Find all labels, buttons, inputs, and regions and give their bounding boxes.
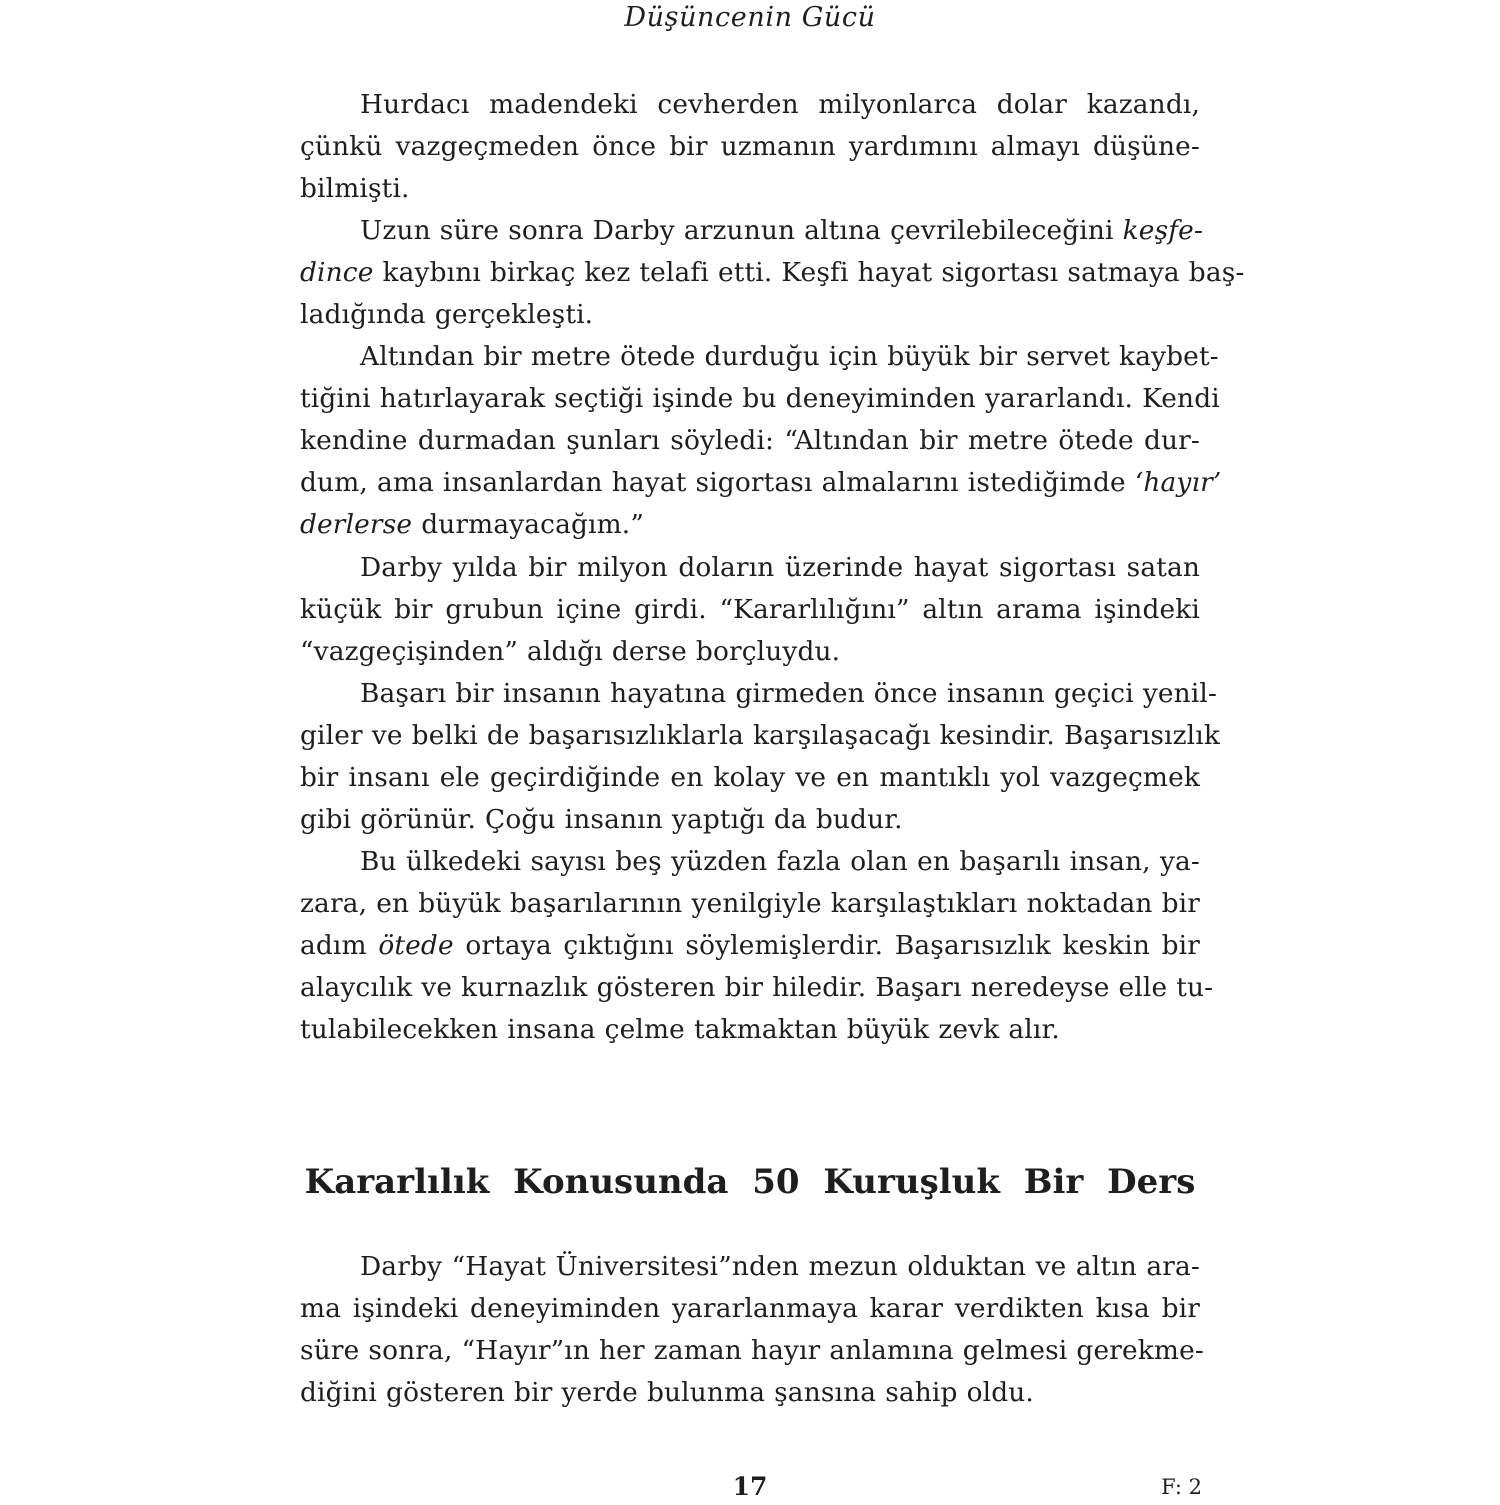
text-run: bilmişti.	[300, 173, 410, 205]
text-line	[300, 420, 1200, 462]
text-line	[300, 631, 1200, 673]
text-line	[300, 504, 1200, 546]
text-line	[300, 589, 1200, 631]
text-line	[300, 126, 1200, 168]
text-line	[300, 967, 1214, 1009]
text-line	[300, 1288, 1200, 1330]
text-run: giler ve belki de başarısızlıklarla karşılaşacağı kesindir. Başarısızlık	[300, 719, 1221, 751]
text-run: ortaya çıktığını söylemişlerdir. Başarısızlık keskin bir	[453, 929, 1201, 961]
text-run: ladığında gerçekleşti.	[300, 299, 594, 331]
text-line	[300, 252, 1245, 294]
text-run: “vazgeçişinden” aldığı derse borçluydu.	[300, 635, 841, 667]
text-line	[300, 757, 1200, 799]
text-line	[300, 547, 1200, 589]
text-line	[300, 673, 1218, 715]
text-run: tiğini hatırlayarak seçtiği işinde bu deneyiminden yararlandı. Kendi	[300, 383, 1220, 415]
text-run: çünkü vazgeçmeden önce bir uzmanın yardımını almayı düşüne-	[300, 131, 1200, 163]
text-run: bir insanı ele geçirdiğinde en kolay ve en mantıklı yol vazgeçmek	[300, 761, 1200, 793]
text-run: ma işindeki deneyiminden yararlanmaya karar verdikten kısa bir	[300, 1293, 1200, 1325]
body-text-top	[300, 84, 1245, 1051]
body-text-bottom	[300, 1246, 1204, 1414]
text-line	[300, 925, 1200, 967]
text-line	[300, 715, 1221, 757]
text-run: diğini gösteren bir yerde bulunma şansına sahip oldu.	[300, 1377, 1034, 1409]
signature-mark: F: 2	[1161, 1475, 1202, 1499]
text-run: gibi görünür. Çoğu insanın yaptığı da budur.	[300, 803, 903, 835]
page-number: 17	[732, 1472, 768, 1501]
italic-text: derlerse	[300, 509, 413, 541]
text-run: Darby yılda bir milyon doların üzerinde hayat sigortası satan	[360, 551, 1200, 583]
text-run: Uzun süre sonra Darby arzunun altına çevrilebileceğini	[360, 215, 1123, 247]
text-run: dum, ama insanlardan hayat sigortası almalarını istediğimde	[300, 467, 1135, 499]
text-run: tulabilecekken insana çelme takmaktan büyük zevk alır.	[300, 1014, 1060, 1046]
text-line	[300, 1372, 1200, 1414]
text-line	[300, 378, 1220, 420]
text-line	[300, 336, 1219, 378]
italic-text: dince	[300, 257, 374, 289]
italic-text: keşfe-	[1122, 215, 1204, 247]
text-run: Hurdacı madendeki cevherden milyonlarca dolar kazandı,	[360, 89, 1200, 120]
text-run: Darby “Hayat Üniversitesi”nden mezun olduktan ve altın ara-	[360, 1251, 1200, 1282]
italic-text: ötede	[378, 929, 454, 961]
text-run: Başarı bir insanın hayatına girmeden önce insanın geçici yenil-	[360, 677, 1218, 709]
text-line	[300, 841, 1200, 883]
text-run: küçük bir grubun içine girdi. “Kararlılığını” altın arama işindeki	[300, 593, 1200, 625]
italic-text: ‘hayır’	[1134, 467, 1222, 499]
text-run: adım	[300, 929, 379, 961]
text-line	[300, 1246, 1200, 1288]
text-run: süre sonra, “Hayır”ın her zaman hayır anlamına gelmesi gerekme-	[300, 1335, 1204, 1367]
text-line	[300, 1009, 1200, 1051]
text-line	[300, 84, 1200, 126]
running-head: Düşüncenin Gücü	[624, 2, 876, 33]
text-line	[300, 210, 1204, 252]
text-run: alaycılık ve kurnazlık gösteren bir hiledir. Başarı neredeyse elle tu-	[300, 971, 1214, 1003]
text-run: zara, en büyük başarılarının yenilgiyle karşılaştıkları noktadan bir	[300, 887, 1200, 919]
text-line	[300, 883, 1200, 925]
text-line	[300, 294, 1200, 336]
text-run: durmayacağım.”	[412, 509, 644, 541]
text-line	[300, 168, 1200, 210]
section-heading: Kararlılık Konusunda 50 Kuruşluk Bir Ders	[304, 1162, 1196, 1202]
text-run: Bu ülkedeki sayısı beş yüzden fazla olan en başarılı insan, ya-	[360, 845, 1200, 877]
text-run: kendine durmadan şunları söyledi: “Altından bir metre ötede dur-	[300, 425, 1200, 457]
text-line	[300, 1330, 1204, 1372]
text-line	[300, 462, 1222, 504]
text-run: kaybını birkaç kez telafi etti. Keşfi hayat sigortası satmaya baş-	[373, 257, 1245, 289]
text-line	[300, 799, 1200, 841]
text-run: Altından bir metre ötede durduğu için büyük bir servet kaybet-	[360, 341, 1219, 373]
